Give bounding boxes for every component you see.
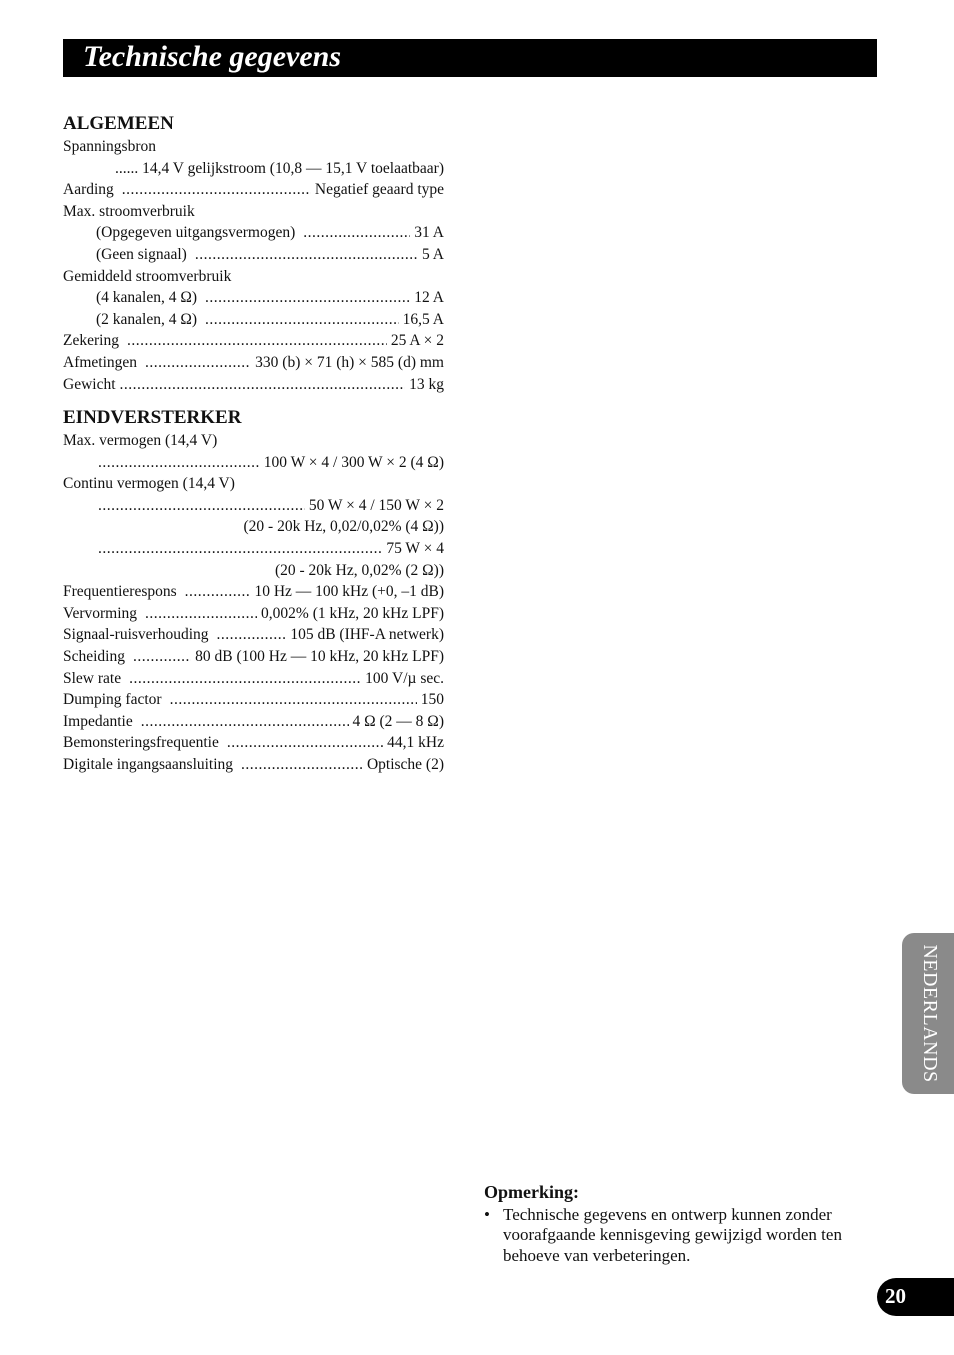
aarding-value: Negatief geaard type <box>314 181 444 199</box>
leader-dots <box>195 244 418 266</box>
vier-kanalen-label: (4 kanalen, 4 Ω) <box>96 289 198 307</box>
vervorming-label: Vervorming <box>63 604 138 622</box>
max-vermogen-value: 100 W × 4 / 300 W × 2 (4 Ω) <box>263 453 444 471</box>
opgegeven-row <box>63 222 444 244</box>
scheiding-value: 80 dB (100 Hz — 10 kHz, 20 kHz LPF) <box>195 647 444 665</box>
dumping-label: Dumping factor <box>63 691 162 709</box>
spanningsbron-value: ...... 14,4 V gelijkstroom (10,8 — 15,1 V toelaatbaar) <box>114 159 444 177</box>
signaal-label: Signaal-ruisverhouding <box>63 626 209 644</box>
zekering-value: 25 A × 2 <box>390 332 444 350</box>
zekering-label: Zekering <box>63 332 119 350</box>
impedantie-label: Impedantie <box>63 712 133 730</box>
leader-dots <box>129 668 361 690</box>
twee-kanalen-label: (2 kanalen, 4 Ω) <box>96 310 198 328</box>
leader-dots <box>120 374 406 396</box>
zekering-row <box>63 330 444 352</box>
geen-signaal-row <box>63 244 444 266</box>
continu-row-2 <box>63 538 444 560</box>
opgegeven-value: 31 A <box>414 224 444 242</box>
gewicht-value: 13 kg <box>409 375 444 393</box>
slew-label: Slew rate <box>63 669 122 687</box>
bullet-icon: • <box>484 1204 490 1224</box>
page-number: 20 <box>885 1284 906 1308</box>
slew-value: 100 V/µ sec. <box>365 669 444 687</box>
max-vermogen-label: Max. vermogen (14,4 V) <box>63 432 218 449</box>
continu-label: Continu vermogen (14,4 V) <box>63 475 235 493</box>
vervorming-value: 0,002% (1 kHz, 20 kHz LPF) <box>261 604 444 622</box>
leader-dots <box>98 495 305 517</box>
algemeen-section <box>63 112 444 395</box>
digitale-value: Optische (2) <box>366 755 444 773</box>
leader-dots <box>185 581 251 603</box>
continu-row-1 <box>63 495 444 517</box>
leader-dots <box>145 352 251 374</box>
slew-row <box>63 668 444 690</box>
gewicht-label: Gewicht <box>63 375 116 393</box>
leader-dots <box>170 689 417 711</box>
leader-dots <box>127 330 387 352</box>
leader-dots <box>98 538 382 560</box>
leader-dots <box>205 309 399 331</box>
signaal-value: 105 dB (IHF-A netwerk) <box>290 626 444 644</box>
digitale-label: Digitale ingangsaansluiting <box>63 755 234 773</box>
spanningsbron-label: Spanningsbron <box>63 138 156 155</box>
geen-signaal-value: 5 A <box>422 245 444 263</box>
note-title: Opmerking: <box>484 1182 580 1202</box>
afmetingen-row <box>63 352 444 374</box>
algemeen-heading: ALGEMEEN <box>63 113 174 134</box>
continu-value-1: 50 W × 4 / 150 W × 2 <box>308 496 444 514</box>
dumping-row <box>63 689 444 711</box>
opgegeven-label: (Opgegeven uitgangsvermogen) <box>96 224 296 242</box>
vier-kanalen-row <box>63 287 444 309</box>
twee-kanalen-value: 16,5 A <box>402 310 444 328</box>
max-vermogen-row <box>63 452 444 474</box>
dumping-value: 150 <box>420 691 444 709</box>
aarding-row <box>63 179 444 201</box>
leader-dots <box>122 179 311 201</box>
page-number-badge <box>877 1278 954 1316</box>
leader-dots <box>133 646 191 668</box>
vervorming-row <box>63 603 444 625</box>
title-bar <box>63 39 877 77</box>
continu-cond-1: (20 - 20k Hz, 0,02/0,02% (4 Ω)) <box>243 518 444 536</box>
note-block <box>484 1182 884 1266</box>
language-tab-label: NEDERLANDS <box>919 944 941 1083</box>
geen-signaal-label: (Geen signaal) <box>96 245 187 263</box>
gewicht-row <box>63 374 444 396</box>
max-stroom-label: Max. stroomverbruik <box>63 202 195 220</box>
page-title: Technische gegevens <box>83 40 342 73</box>
eindversterker-heading: EINDVERSTERKER <box>63 407 242 428</box>
leader-dots <box>227 732 383 754</box>
leader-dots <box>205 287 410 309</box>
language-tab <box>902 933 954 1094</box>
digitale-row <box>63 754 444 776</box>
leader-dots <box>145 603 257 625</box>
frequentie-value: 10 Hz — 100 kHz (+0, –1 dB) <box>254 583 444 601</box>
leader-dots <box>98 452 260 474</box>
eindversterker-section <box>63 406 444 776</box>
leader-dots <box>141 711 349 733</box>
continu-value-2: 75 W × 4 <box>386 539 444 557</box>
twee-kanalen-row <box>63 309 444 331</box>
frequentie-row <box>63 581 444 603</box>
impedantie-value: 4 Ω (2 — 8 Ω) <box>352 712 444 730</box>
bemonstering-row <box>63 732 444 754</box>
afmetingen-value: 330 (b) × 71 (h) × 585 (d) mm <box>255 353 444 371</box>
bemonstering-value: 44,1 kHz <box>387 734 444 752</box>
leader-dots <box>217 624 287 646</box>
note-text: Technische gegevens en ontwerp kunnen zonder voorafgaande kennisgeving gewijzigd worden ten behoeve van verbeteringen. <box>503 1204 842 1265</box>
scheiding-label: Scheiding <box>63 647 125 665</box>
gemiddeld-label: Gemiddeld stroomverbruik <box>63 267 232 285</box>
impedantie-row <box>63 711 444 733</box>
aarding-label: Aarding <box>63 181 114 199</box>
afmetingen-label: Afmetingen <box>63 353 138 371</box>
vier-kanalen-value: 12 A <box>414 289 444 307</box>
continu-cond-2: (20 - 20k Hz, 0,02% (2 Ω)) <box>274 561 444 579</box>
signaal-row <box>63 624 444 646</box>
leader-dots <box>241 754 363 776</box>
scheiding-row <box>63 646 444 668</box>
frequentie-label: Frequentierespons <box>63 583 177 601</box>
note-bullet-item <box>484 1205 884 1267</box>
leader-dots <box>303 222 410 244</box>
bemonstering-label: Bemonsteringsfrequentie <box>63 734 219 752</box>
